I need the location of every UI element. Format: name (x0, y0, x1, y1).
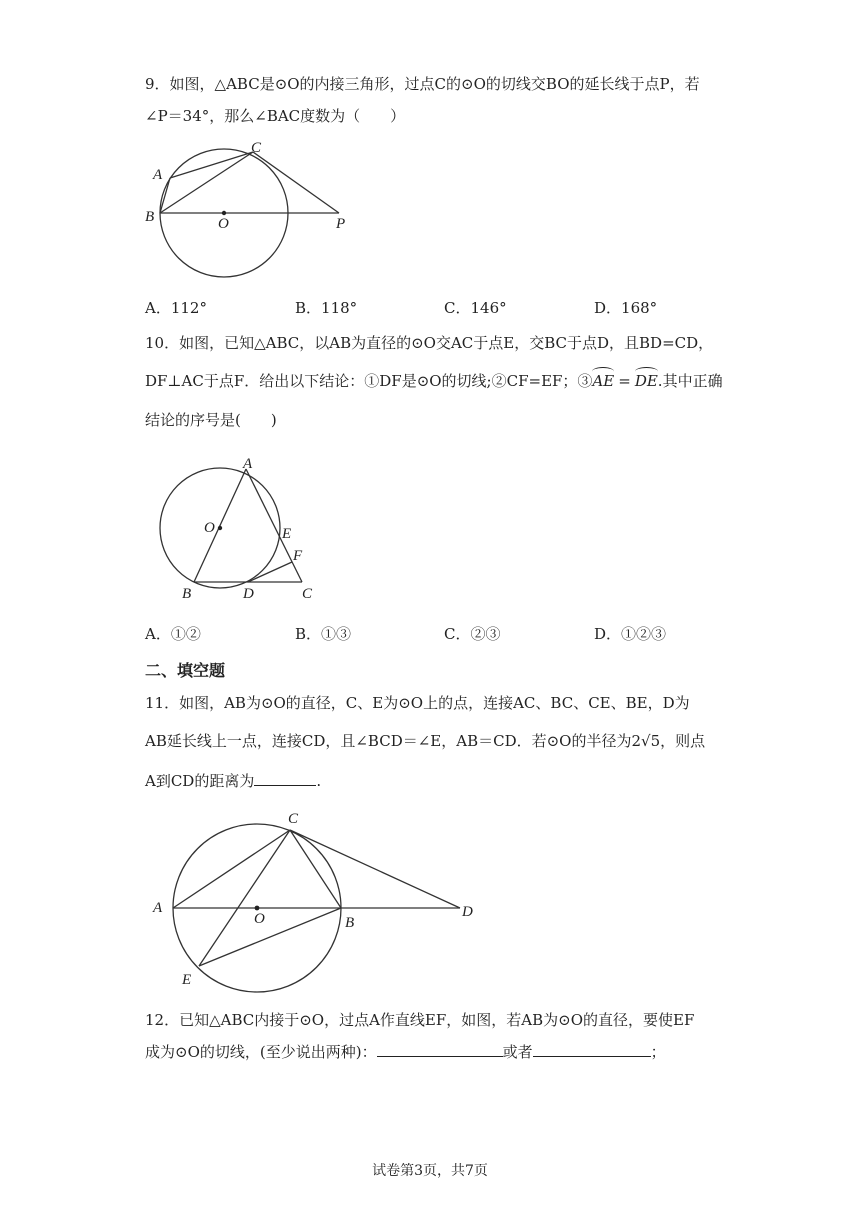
q10-label-f: F (293, 548, 303, 564)
q9-label-o: O (218, 216, 229, 232)
q12-line2 (145, 1041, 666, 1062)
q10-label-c: C (302, 586, 313, 602)
q12-answer-blank-1[interactable] (377, 1041, 503, 1057)
section-title-fill-blank: 二、填空题 (145, 661, 226, 680)
q11-line2-text: AB延长线上一点，连接CD，且∠BCD＝∠E，AB＝CD．若⊙O的半径为2 (145, 732, 642, 750)
q10-label-a: A (243, 456, 253, 472)
q12-line2-text: 成为⊙O的切线，(至少说出两种)： (145, 1043, 377, 1061)
q11-line-ce (199, 830, 290, 966)
q10-line1: 10．如图，已知△ABC，以AB为直径的⊙O交AC于点E，交BC于点D，且BD=CD， (145, 334, 714, 352)
q10-line2-tail: .其中正确 (657, 372, 723, 390)
q9-label-p: P (336, 216, 346, 232)
q10-option-d[interactable]: D．①②③ (594, 625, 667, 643)
q10-arc-ae-mark (592, 367, 614, 376)
q11-label-d: D (462, 904, 473, 920)
q11-sqrt: √5 (641, 732, 661, 750)
q11-line1: 11．如图，AB为⊙O的直径，C、E为⊙O上的点，连接AC、BC、CE、BE，D为 (145, 694, 690, 712)
q10-arc-de-mark (635, 367, 658, 376)
q10-arc-ae-text: AE (592, 372, 615, 390)
q10-arc-ae (592, 371, 614, 391)
q9-figure (140, 140, 370, 290)
q11-line3-text: A到CD的距离为 (145, 772, 255, 790)
q9-option-a[interactable]: A．112° (145, 299, 207, 317)
q10-line-ab (194, 469, 246, 582)
q9-line-cp (253, 152, 339, 213)
q11-line3 (145, 770, 321, 791)
q11-line2-tail: ，则点 (660, 732, 706, 750)
q10-label-b: B (182, 586, 192, 602)
q10-center-dot (218, 526, 222, 530)
q10-arc-eq: = (618, 372, 631, 390)
q11-label-e: E (182, 972, 192, 988)
q10-option-c[interactable]: C．②③ (444, 625, 501, 643)
q10-option-b[interactable]: B．①③ (295, 625, 352, 643)
q11-label-a: A (153, 900, 163, 916)
q12-line2-end: ； (650, 1043, 666, 1061)
q12-line1: 12．已知△ABC内接于⊙O，过点A作直线EF，如图，若AB为⊙O的直径，要使EF (145, 1011, 695, 1029)
q9-line1: 9．如图，△ABC是⊙O的内接三角形，过点C的⊙O的切线交BO的延长线于点P，若 (145, 75, 700, 93)
q11-label-b: B (345, 915, 355, 931)
q9-label-b: B (145, 209, 155, 225)
q10-line2 (145, 371, 723, 391)
q9-center-dot (222, 211, 226, 215)
q12-answer-blank-2[interactable] (533, 1041, 651, 1057)
q9-label-c: C (251, 140, 262, 156)
q11-line2 (145, 731, 705, 751)
q9-option-d[interactable]: D．168° (594, 299, 658, 317)
q11-line3-end: . (316, 772, 322, 790)
page-footer: 试卷第3页，共7页 (372, 1163, 488, 1179)
q10-arc-de-text: DE (634, 372, 658, 390)
q11-label-c: C (288, 811, 299, 827)
q10-arc-de (635, 371, 658, 391)
q9-line2: ∠P＝34°，那么∠BAC度数为（ ） (145, 107, 406, 125)
q10-label-d: D (243, 586, 254, 602)
q11-line-eb (199, 908, 341, 966)
q9-option-b[interactable]: B．118° (295, 299, 358, 317)
q11-figure (148, 804, 488, 994)
q11-label-o: O (254, 911, 265, 927)
q11-line-ac (173, 830, 290, 908)
q10-figure (150, 452, 330, 602)
q9-label-a: A (153, 167, 163, 183)
q12-line2-mid: 或者 (502, 1043, 533, 1061)
q10-line2-text: DF⊥AC于点F．给出以下结论：①DF是⊙O的切线;②CF=EF；③ (145, 372, 593, 390)
q10-label-o: O (204, 520, 215, 536)
q11-center-dot (255, 906, 260, 911)
q10-line-ac (246, 469, 302, 582)
q9-option-c[interactable]: C．146° (444, 299, 507, 317)
q11-answer-blank[interactable] (254, 770, 316, 786)
q10-label-e: E (282, 526, 292, 542)
q10-option-a[interactable]: A．①② (145, 625, 201, 643)
q10-line3: 结论的序号是( ) (145, 411, 277, 429)
q10-line-df (248, 562, 292, 582)
q9-line-bc (160, 152, 253, 213)
